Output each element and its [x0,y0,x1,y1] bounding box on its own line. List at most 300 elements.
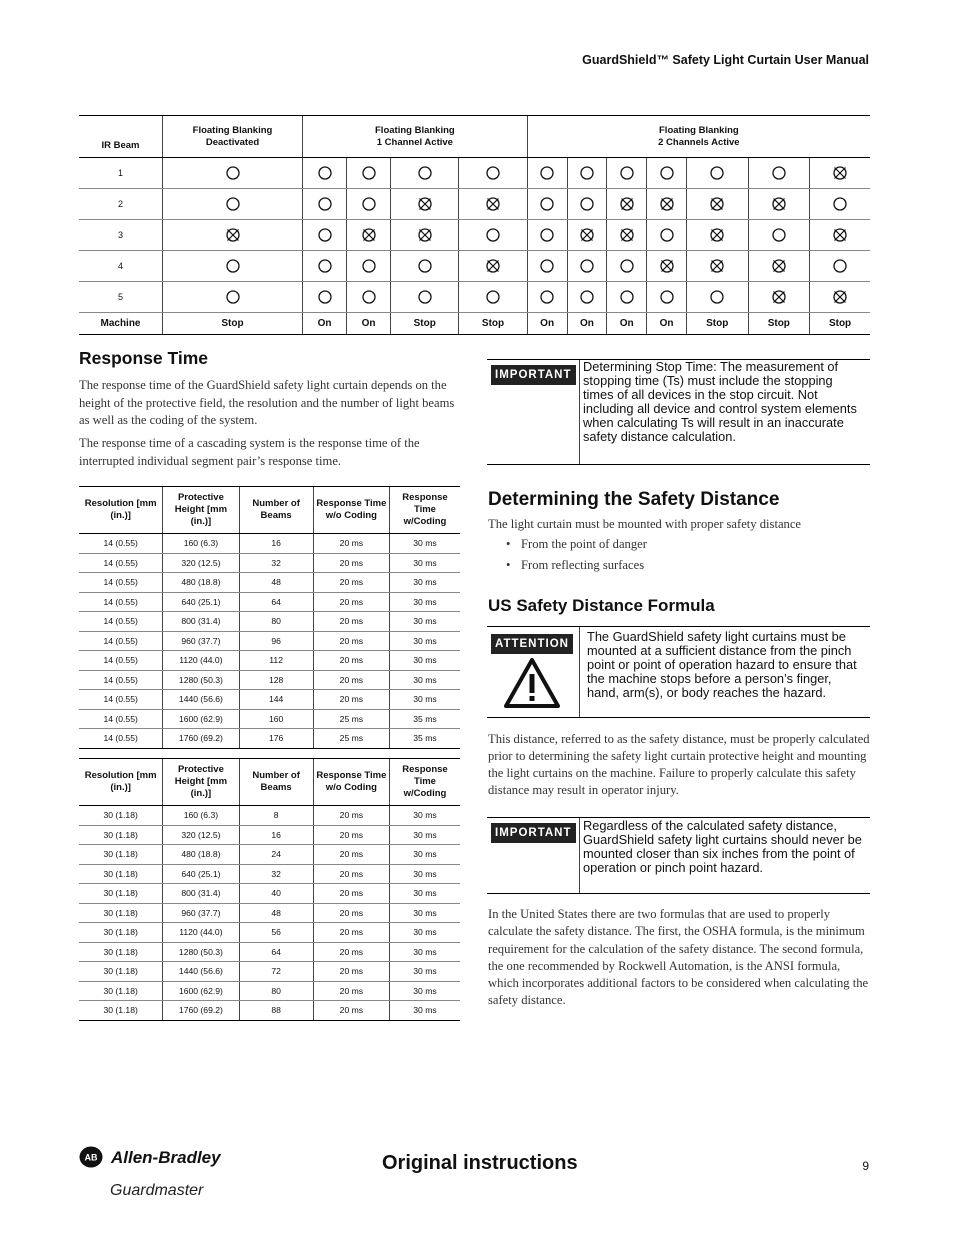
beam-state-cell [163,282,303,313]
table-cell: 20 ms [313,942,389,962]
beam-clear-icon [318,290,332,304]
table-cell: 30 (1.18) [79,923,163,943]
beam-state-cell [647,251,687,282]
beam-state-cell [527,251,567,282]
us-formula-heading: US Safety Distance Formula [488,596,715,615]
response-table-30mm [79,758,460,1021]
machine-state: On [347,313,391,335]
table-cell: 14 (0.55) [79,592,163,612]
table-cell: 30 (1.18) [79,1001,163,1021]
beam-clear-icon [318,259,332,273]
beam-state-cell [459,251,527,282]
col-two-channels-label: Floating Blanking 2 Channels Active [658,124,740,148]
beam-blocked-icon [833,290,847,304]
table-cell: 1280 (50.3) [163,670,239,690]
table-cell: 480 (18.8) [163,845,239,865]
machine-state: On [303,313,347,335]
resp-header-cell: Resolution [mm (in.)] [79,759,163,806]
machine-label: Machine [79,313,163,335]
table-row [79,923,460,943]
beam-state-cell [347,158,391,189]
machine-state: Stop [391,313,459,335]
beam-blocked-icon [710,259,724,273]
beam-state-cell [607,251,647,282]
beam-state-cell [303,251,347,282]
machine-state: Stop [810,313,870,335]
col-deactivated-label: Floating Blanking Deactivated [192,124,273,148]
table-row [79,806,460,826]
beam-state-cell [459,282,527,313]
table-cell: 30 (1.18) [79,942,163,962]
beam-clear-icon [580,166,594,180]
beam-blocked-icon [620,228,634,242]
beam-clear-icon [226,197,240,211]
important-text: Regardless of the calculated safety distance, GuardShield safety light curtains should never be mounted closer than six inches from the point of operation or pinch point hazard. [583,818,862,875]
table-cell: 8 [239,806,313,826]
table-row [79,573,460,593]
table-cell: 1280 (50.3) [163,942,239,962]
table-row [79,903,460,923]
beam-clear-icon [226,290,240,304]
table-cell: 20 ms [313,534,389,554]
table-row [79,845,460,865]
table-cell: 30 (1.18) [79,884,163,904]
resp-header-cell: Response Time w/o Coding [313,487,389,534]
table-cell: 20 ms [313,612,389,632]
beam-clear-icon [580,259,594,273]
machine-state: On [607,313,647,335]
table-row [79,670,460,690]
table-cell: 1760 (69.2) [163,729,239,749]
col-one-channel-label: Floating Blanking 1 Channel Active [375,124,455,148]
table-cell: 480 (18.8) [163,573,239,593]
beam-state-cell [303,220,347,251]
table-cell: 800 (31.4) [163,612,239,632]
beam-state-cell [567,251,607,282]
beam-clear-icon [772,228,786,242]
beam-clear-icon [580,290,594,304]
guardmaster-logo: Guardmaster [110,1182,204,1199]
table-cell: 20 ms [313,631,389,651]
beam-blocked-icon [772,197,786,211]
beam-blocked-icon [660,259,674,273]
manual-title: GuardShield™ Safety Light Curtain User Manual [582,53,869,67]
table-cell: 14 (0.55) [79,631,163,651]
table-row [79,962,460,982]
table-cell: 30 (1.18) [79,806,163,826]
resp-header-cell: Number of Beams [239,487,313,534]
table-cell: 30 (1.18) [79,981,163,1001]
beam-state-cell [647,189,687,220]
table-cell: 30 ms [389,631,460,651]
table-cell: 30 ms [389,553,460,573]
table-cell: 48 [239,573,313,593]
table-cell: 14 (0.55) [79,651,163,671]
table-cell: 1440 (56.6) [163,690,239,710]
table-cell: 30 ms [389,845,460,865]
table-row [79,864,460,884]
table-row [79,534,460,554]
table-cell: 30 (1.18) [79,962,163,982]
beam-state-cell [303,282,347,313]
beam-state-cell [391,251,459,282]
important-six-inches [487,817,870,894]
table-cell: 64 [239,942,313,962]
table-cell: 800 (31.4) [163,884,239,904]
beam-clear-icon [620,166,634,180]
beam-state-cell [347,189,391,220]
table-cell: 20 ms [313,1001,389,1021]
beam-blocked-icon [710,197,724,211]
beam-state-cell [303,189,347,220]
resp-header-cell: Protective Height [mm (in.)] [163,487,239,534]
beam-state-cell [567,220,607,251]
table-row [79,981,460,1001]
beam-clear-icon [833,197,847,211]
table-cell: 24 [239,845,313,865]
machine-state: On [567,313,607,335]
safety-bullets [506,537,647,579]
beam-state-cell [686,189,748,220]
machine-state: Stop [459,313,527,335]
table-cell: 20 ms [313,553,389,573]
beam-state-cell [163,251,303,282]
page-number: 9 [862,1159,869,1173]
safety-distance-heading: Determining the Safety Distance [488,489,780,510]
table-cell: 176 [239,729,313,749]
table-cell: 16 [239,534,313,554]
beam-clear-icon [362,259,376,273]
table-cell: 1600 (62.9) [163,981,239,1001]
table-cell: 88 [239,1001,313,1021]
table-cell: 30 ms [389,903,460,923]
bullet-item: • From reflecting surfaces [506,558,645,572]
table-cell: 1120 (44.0) [163,923,239,943]
beam-number: 2 [79,189,163,220]
beam-state-cell [607,158,647,189]
table-cell: 14 (0.55) [79,690,163,710]
table-cell: 56 [239,923,313,943]
ab-logo-text: AB [84,1152,98,1163]
table-cell: 30 (1.18) [79,864,163,884]
beam-state-cell [748,158,810,189]
beam-clear-icon [660,166,674,180]
table-cell: 80 [239,981,313,1001]
beam-row [79,158,870,189]
beam-blocked-icon [833,228,847,242]
beam-clear-icon [486,290,500,304]
beam-clear-icon [362,290,376,304]
important-label: IMPORTANT [491,823,576,843]
response-time-heading: Response Time [79,348,209,368]
table-cell: 14 (0.55) [79,709,163,729]
table-cell: 20 ms [313,670,389,690]
footer-title: Original instructions [382,1152,578,1174]
machine-state: On [527,313,567,335]
formulas-paragraph: In the United States there are two formulas that are used to properly calculate the safety distance. The first, the OSHA formula, is the minimum requirement for the calculation of the safety distance. The second formula, the one recommended by Rockwell Automation, is the ANSI formula, which incorporates additional factors to be considered when calculating the safety distance. [488,907,869,1008]
table-cell: 128 [239,670,313,690]
attention-label: ATTENTION [491,634,573,654]
beam-blocked-icon [620,197,634,211]
resp-header-cell: Response Time w/Coding [389,487,460,534]
beam-state-cell [459,220,527,251]
beam-clear-icon [540,197,554,211]
beam-state-cell [459,158,527,189]
table-cell: 640 (25.1) [163,864,239,884]
beam-state-cell [527,189,567,220]
beam-clear-icon [710,290,724,304]
table-cell: 1600 (62.9) [163,709,239,729]
table-cell: 14 (0.55) [79,612,163,632]
beam-clear-icon [362,166,376,180]
table-cell: 1440 (56.6) [163,962,239,982]
table-cell: 320 (12.5) [163,825,239,845]
beam-state-cell [607,189,647,220]
beam-clear-icon [418,166,432,180]
beam-state-cell [527,220,567,251]
resp-header-cell: Response Time w/o Coding [313,759,389,806]
table-cell: 1760 (69.2) [163,1001,239,1021]
beam-number: 5 [79,282,163,313]
table-row [79,729,460,749]
table-cell: 160 [239,709,313,729]
table-cell: 48 [239,903,313,923]
beam-state-cell [810,251,870,282]
brand-name: Allen-Bradley [111,1148,221,1167]
beam-blocked-icon [580,228,594,242]
beam-blocked-icon [772,259,786,273]
beam-clear-icon [486,166,500,180]
table-cell: 30 ms [389,806,460,826]
resp-header-cell: Number of Beams [239,759,313,806]
table-cell: 20 ms [313,981,389,1001]
table-cell: 20 ms [313,845,389,865]
beam-state-cell [748,220,810,251]
table-cell: 20 ms [313,573,389,593]
table-cell: 16 [239,825,313,845]
response-paragraph-1: The response time of the GuardShield safety light curtain depends on the height of the protective field, the resolution and the number of light beams as well as the coding of the system. [79,378,455,427]
beam-state-cell [567,158,607,189]
table-cell: 30 (1.18) [79,825,163,845]
table-cell: 30 ms [389,923,460,943]
beam-state-cell [303,158,347,189]
beam-row [79,189,870,220]
beam-state-cell [391,189,459,220]
table-cell: 30 (1.18) [79,903,163,923]
table-cell: 30 ms [389,670,460,690]
machine-state: On [647,313,687,335]
table-cell: 30 ms [389,651,460,671]
important-label: IMPORTANT [491,365,576,385]
table-cell: 14 (0.55) [79,573,163,593]
table-row [79,884,460,904]
beam-clear-icon [580,197,594,211]
table-cell: 14 (0.55) [79,729,163,749]
beam-state-cell [686,220,748,251]
table-row [79,651,460,671]
table-cell: 20 ms [313,651,389,671]
table-cell: 160 (6.3) [163,806,239,826]
beam-blocked-icon [362,228,376,242]
table-cell: 35 ms [389,709,460,729]
table-cell: 14 (0.55) [79,670,163,690]
beam-blocked-icon [486,259,500,273]
beam-blocked-icon [660,197,674,211]
table-cell: 160 (6.3) [163,534,239,554]
col-two-channels [527,116,870,158]
beam-clear-icon [362,197,376,211]
table-cell: 72 [239,962,313,982]
beam-row [79,282,870,313]
beam-state-cell [347,220,391,251]
table-row [79,825,460,845]
table-cell: 30 ms [389,981,460,1001]
notice-divider [579,818,580,893]
beam-clear-icon [540,290,554,304]
beam-state-cell [748,282,810,313]
table-cell: 144 [239,690,313,710]
table-cell: 30 ms [389,534,460,554]
table-cell: 20 ms [313,592,389,612]
table-row [79,592,460,612]
beam-state-cell [647,158,687,189]
beam-blocked-icon [710,228,724,242]
table-cell: 35 ms [389,729,460,749]
table-cell: 96 [239,631,313,651]
table-cell: 30 ms [389,825,460,845]
beam-clear-icon [540,166,554,180]
table-row [79,690,460,710]
beam-state-cell [607,220,647,251]
table-cell: 32 [239,553,313,573]
response-paragraph-2: The response time of a cascading system is the response time of the interrupted individual segment pair’s response time. [79,436,420,468]
beam-state-cell [391,282,459,313]
table-cell: 30 ms [389,962,460,982]
beam-state-cell [391,220,459,251]
beam-blocked-icon [833,166,847,180]
beam-clear-icon [418,259,432,273]
bullet-item: • From the point of danger [506,537,647,551]
beam-state-cell [647,282,687,313]
table-cell: 20 ms [313,884,389,904]
table-row [79,553,460,573]
table-cell: 20 ms [313,806,389,826]
important-text: Determining Stop Time: The measurement of stopping time (Ts) must include the stopping times of all devices in the stop circuit. Not including all device and control system elements when calculating Ts will result in an inaccurate safety distance calculation. [583,359,857,444]
table-cell: 112 [239,651,313,671]
col-ir-beam: IR Beam [79,116,163,158]
table-cell: 30 ms [389,690,460,710]
beam-state-cell [567,189,607,220]
machine-state: Stop [686,313,748,335]
table-cell: 20 ms [313,690,389,710]
table-cell: 640 (25.1) [163,592,239,612]
beam-state-cell [347,251,391,282]
beam-number: 3 [79,220,163,251]
beam-state-cell [163,158,303,189]
beam-state-cell [810,158,870,189]
beam-state-cell [686,282,748,313]
table-cell: 20 ms [313,962,389,982]
safety-intro: The light curtain must be mounted with proper safety distance [488,517,802,531]
table-row [79,631,460,651]
beam-state-cell [810,220,870,251]
notice-divider [579,627,580,717]
beam-blocked-icon [486,197,500,211]
blank-table-body [79,158,870,335]
beam-clear-icon [833,259,847,273]
beam-state-cell [163,220,303,251]
beam-state-cell [748,251,810,282]
table-cell: 20 ms [313,923,389,943]
table-cell: 64 [239,592,313,612]
beam-clear-icon [660,290,674,304]
beam-clear-icon [620,259,634,273]
beam-clear-icon [318,228,332,242]
beam-blocked-icon [772,290,786,304]
table-cell: 960 (37.7) [163,903,239,923]
table-cell: 30 ms [389,864,460,884]
table-cell: 40 [239,884,313,904]
beam-clear-icon [540,228,554,242]
machine-row [79,313,870,335]
resp-header-cell: Protective Height [mm (in.)] [163,759,239,806]
beam-state-cell [686,251,748,282]
table-cell: 30 ms [389,1001,460,1021]
response-table-14mm [79,486,460,749]
attention-notice [487,626,870,718]
beam-clear-icon [418,290,432,304]
table-cell: 30 ms [389,592,460,612]
floating-blanking-table [79,115,870,335]
beam-clear-icon [772,166,786,180]
beam-state-cell [527,158,567,189]
table-cell: 14 (0.55) [79,534,163,554]
beam-blocked-icon [418,228,432,242]
beam-clear-icon [710,166,724,180]
table-cell: 32 [239,864,313,884]
beam-blocked-icon [418,197,432,211]
table-row [79,709,460,729]
beam-state-cell [686,158,748,189]
machine-state: Stop [163,313,303,335]
table-cell: 30 ms [389,573,460,593]
beam-state-cell [567,282,607,313]
col-deactivated [163,116,303,158]
table-row [79,1001,460,1021]
table-cell: 14 (0.55) [79,553,163,573]
beam-clear-icon [540,259,554,273]
beam-row [79,220,870,251]
beam-state-cell [163,189,303,220]
beam-state-cell [459,189,527,220]
bullet-text: From reflecting surfaces [521,558,645,572]
beam-clear-icon [620,290,634,304]
table-cell: 320 (12.5) [163,553,239,573]
beam-clear-icon [660,228,674,242]
beam-number: 1 [79,158,163,189]
resp-header-cell: Resolution [mm (in.)] [79,487,163,534]
table-cell: 20 ms [313,825,389,845]
safety-distance-paragraph: This distance, referred to as the safety distance, must be properly calculated prior to determining the safety light curtain protective height and mounting the light curtains on the machine. Failure to properly calculate this safety distance may result in operator injury. [488,732,870,797]
table-cell: 1120 (44.0) [163,651,239,671]
beam-state-cell [527,282,567,313]
beam-clear-icon [486,228,500,242]
ab-logo-icon [79,1146,103,1168]
col-one-channel [303,116,528,158]
beam-blocked-icon [226,228,240,242]
bullet-text: From the point of danger [521,537,647,551]
beam-number: 4 [79,251,163,282]
